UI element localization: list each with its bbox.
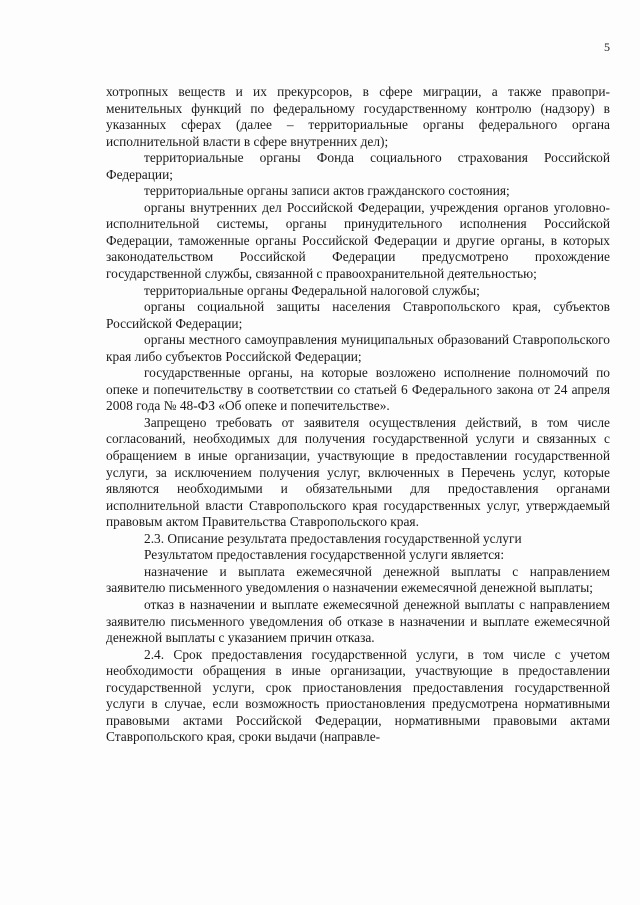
paragraph-result-refusal: отказ в назначении и выплате ежемесячной денежной выплаты с направлением заявителю письменного уведомления об отказе в назначении и выплате ежемесячной денежной выплаты с указанием причин отказа.: [106, 596, 610, 646]
paragraph-tax-service: территориальные органы Федеральной налоговой службы;: [144, 282, 480, 298]
paragraph-result-grant: назначение и выплата ежемесячной денежной выплаты с направлением заявителю письменного уведомления о назначении ежемесячной денежной выплаты;: [106, 563, 610, 596]
paragraph-internal-affairs: органы внутренних дел Российской Федерации, учреждения органов уголовно-исполнительной системы, органы принудительного исполнения Российской Федерации, таможенные органы Российской Федерации и другие органы, в которых законодательством Российской Федерации предусмотрено прохождение государственной службы, связанной с правоохранительной деятельностью;: [106, 199, 610, 282]
paragraph-social-protection: органы социальной защиты населения Ставропольского края, субъектов Российской Федерации;: [106, 299, 610, 331]
paragraph-prohibition: Запрещено требовать от заявителя осуществления действий, в том числе согласований, необходимых для получения государственной услуги и связанных с обращением в иные организации, участвующие в предоставлении государственной услуги, за исключением получения услуг, включенных в Перечень услуг, которые являются необходимыми и обязательными для предоставления органами исполнительной власти Ставропольского края государственных услуг, утверждаемый правовым актом Правительства Ставропольского края.: [106, 414, 610, 530]
section-heading-2-3: 2.3. Описание результата предоставления государственной услуги: [144, 530, 522, 546]
paragraph-result-intro: Результатом предоставления государственной услуги является:: [144, 547, 505, 563]
paragraph-local-government: органы местного самоуправления муниципальных образований Ставропольского края либо субъектов Российской Федерации;: [106, 332, 610, 364]
document-body: [106, 84, 610, 746]
paragraph-guardianship: государственные органы, на которые возложено исполнение полномочий по опеке и попечительству в соответствии со статьей 6 Федерального закона от 24 апреля 2008 года № 48-ФЗ «Об опеке и попечительстве».: [106, 365, 610, 414]
section-heading-2-4: 2.4. Срок предоставления государственной услуги, в том числе с учетом необходимости обращения в иные организации, участвующие в предоставлении государственной услуги, срок приостановления предоставления государственной услуги в случае, если возможность приостановления предусмотрена нормативными правовыми актами Российской Федерации, нормативными правовыми актами Ставропольского края, сроки выдачи (направле-: [106, 646, 610, 745]
paragraph-civil-registry: территориальные органы записи актов гражданского состояния;: [144, 183, 510, 199]
paragraph-social-insurance-fund: территориальные органы Фонда социального страхования Российской Федерации;: [106, 150, 610, 182]
paragraph-continuation: хотропных веществ и их прекурсоров, в сфере миграции, а также правоприменительных функций по федеральному государственному контролю (надзору) в указанных сферах (далее – территориальные органы федерального органа исполнительной власти в сфере внутренних дел);: [106, 84, 610, 149]
page-number: 5: [604, 40, 610, 54]
